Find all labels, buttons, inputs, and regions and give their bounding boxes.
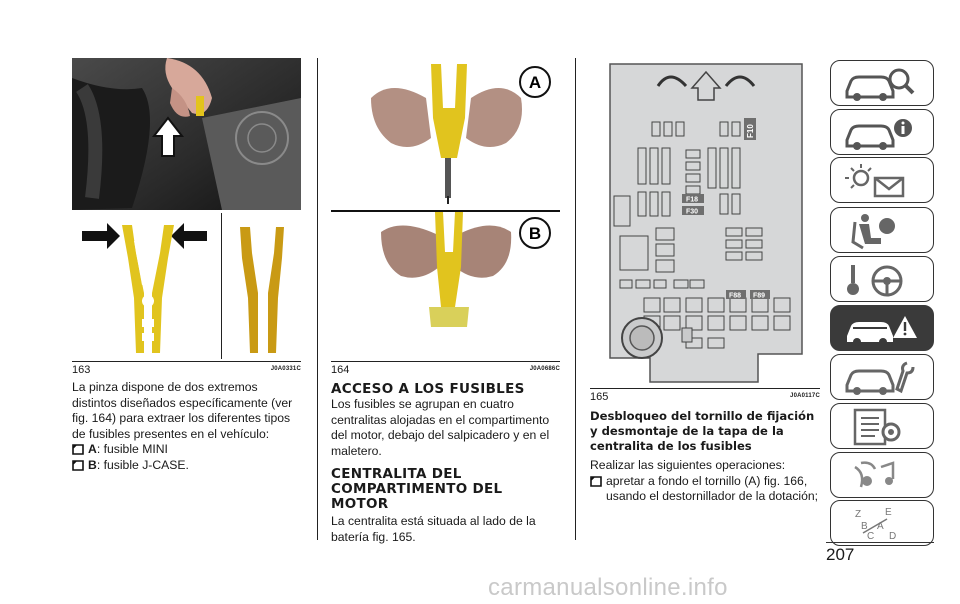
checkbox-icon [590,476,602,487]
alphabet-index-icon [841,505,925,543]
col3-text [590,409,822,505]
figure-165-caption [590,388,820,403]
subsection-heading-line1: CENTRALITA DEL [331,466,462,483]
tab-seat-airbag[interactable] [830,207,934,253]
column-divider [317,58,318,540]
sun-envelope-icon [841,162,925,200]
tab-car-warning[interactable] [830,305,934,351]
bullet-label: B [88,457,97,472]
col2-text [331,382,562,546]
operations-paragraph: Realizar las siguientes operaciones: [590,458,786,472]
engine-bay-photo [72,58,301,210]
fusebox-diagram [590,58,820,386]
index-letter: Z [855,509,862,520]
pliers-photo-side [222,213,301,359]
key-steering-wheel-icon [841,261,925,299]
bullet-text: : fusible MINI [96,442,168,457]
procedure-heading: Desbloqueo del tornillo de fijación y desmontaje de la tapa de la centralita de los fusibles [590,409,815,453]
pliers-usage-photo-b [331,212,560,359]
car-info-icon [841,114,925,152]
pliers-photo-front [72,213,221,359]
pliers-paragraph: La pinza dispone de dos extremos distintos diseñados específicamente (ver fig. 164) para extraer los diferentes tipos de fusibles presentes en el vehículo: [72,380,293,441]
tab-multimedia[interactable] [830,452,934,498]
index-letter: E [885,507,892,518]
fuses-paragraph: Los fusibles se agrupan en cuatro centralitas alojadas en el compartimento del motor, debajo del salpicadero y en el maletero. [331,397,550,458]
figure-164-caption [331,361,560,376]
label-b: B [528,224,542,243]
column-divider [575,58,576,540]
page-number-rule [826,542,934,543]
car-wrench-icon [841,359,925,397]
index-letter: D [889,531,897,542]
figure-number: 163 [72,364,91,376]
figure-number: 164 [331,364,350,376]
multimedia-icon [841,457,925,495]
tab-car-info[interactable] [830,109,934,155]
figure-code: J0A0331C [270,366,301,372]
tab-key-steering[interactable] [830,256,934,302]
tab-specifications[interactable] [830,403,934,449]
seat-airbag-icon [841,212,925,250]
bullet-label: A [88,442,97,457]
figure-163-caption [72,361,301,376]
bullet-a [72,442,302,458]
pliers-usage-photo-a [331,58,560,210]
label-a: A [528,73,542,92]
figure-code: J0A0686C [529,366,560,372]
page-number: 207 [826,545,855,564]
subsection-heading-line2: COMPARTIMENTO DEL MOTOR [331,481,503,513]
tab-car-search[interactable] [830,60,934,106]
car-magnifier-icon [841,65,925,103]
fuse-label-f30: F30 [686,208,699,216]
bullet-b [72,458,302,474]
index-letter: B [861,521,868,532]
fuse-label-f88: F88 [729,292,742,300]
section-heading: ACCESO A LOS FUSIBLES [331,381,525,397]
tab-car-service[interactable] [830,354,934,400]
bullet-text: : fusible J-CASE. [96,457,189,472]
watermark: carmanualsonline.info [488,574,728,601]
figure-code: J0A0117C [790,393,820,399]
index-letter: A [877,521,884,532]
tab-sun-message[interactable] [830,157,934,203]
car-warning-icon [841,310,925,348]
checklist-gear-icon [841,408,925,446]
bullet-step [590,474,822,505]
figure-number: 165 [590,391,609,403]
tab-index[interactable] [830,500,934,546]
col1-text [72,380,302,474]
index-letter: C [867,531,875,542]
fuse-label-f10: F10 [746,124,755,138]
fuse-label-f89: F89 [753,292,766,300]
location-paragraph: La centralita está situada al lado de la batería fig. 165. [331,514,536,544]
checkbox-icon [72,444,84,455]
bullet-text: apretar a fondo el tornillo (A) fig. 166, usando el destornillador de la dotación; [606,473,819,504]
checkbox-icon [72,460,84,471]
fuse-label-f18: F18 [686,196,699,204]
